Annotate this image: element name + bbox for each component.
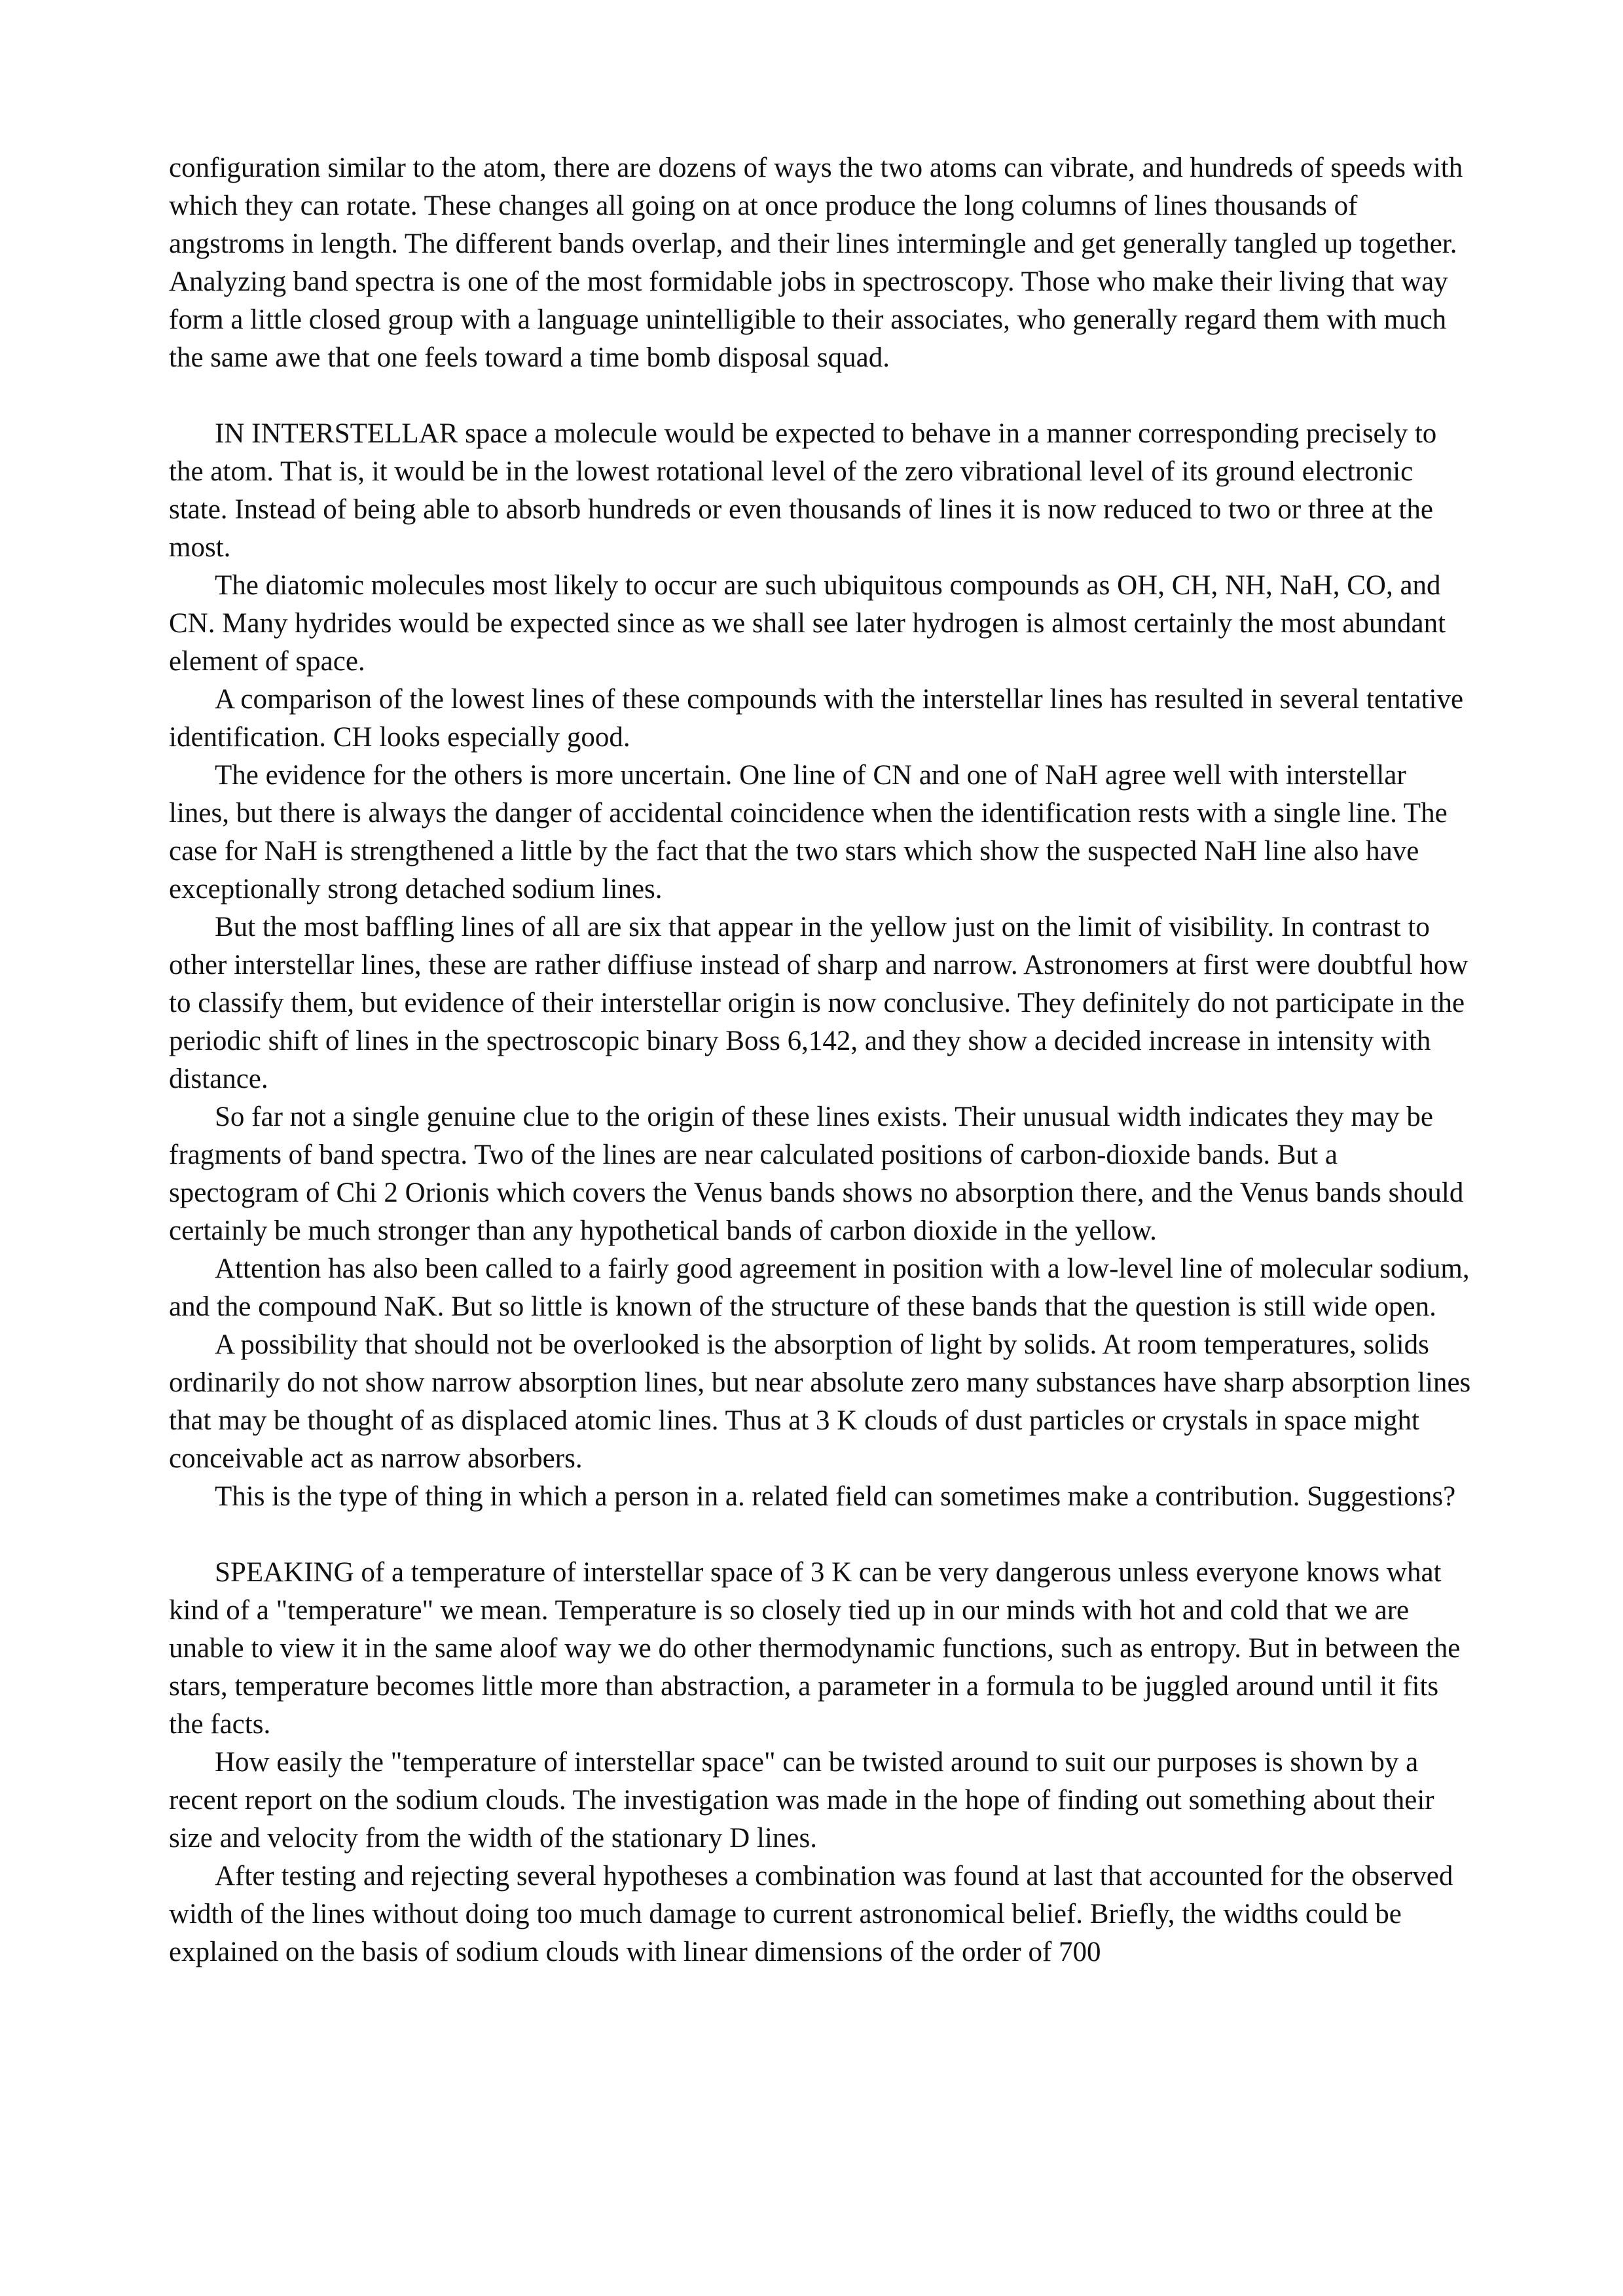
document-body (169, 149, 1472, 1971)
paragraph: A possibility that should not be overlooked is the absorption of light by solids. At room temperatures, solids ordinarily do not show narrow absorption lines, but near absolute zero many substances have sharp absorption lines that may be thought of as displaced atomic lines. Thus at 3 K clouds of dust particles or crystals in space might conceivable act as narrow absorbers. (169, 1329, 1471, 1474)
paragraph: This is the type of thing in which a person in a. related field can sometimes make a contribution. Suggestions? (215, 1481, 1456, 1512)
paragraph: A comparison of the lowest lines of these compounds with the interstellar lines has resulted in several tentative identification. CH looks especially good. (169, 684, 1464, 753)
paragraph: After testing and rejecting several hypotheses a combination was found at last that accounted for the observed width of the lines without doing too much damage to current astronomical belief. Briefly, the widths could be explained on the basis of sodium clouds with linear dimensions of the order of 700 (169, 1861, 1453, 1967)
paragraph: IN INTERSTELLAR space a molecule would be expected to behave in a manner corresponding precisely to the atom. That is, it would be in the lowest rotational level of the zero vibrational level of its ground electronic state. Instead of being able to absorb hundreds or even thousands of lines it is now reduced to two or three at the most. (169, 418, 1437, 563)
paragraph: Attention has also been called to a fairly good agreement in position with a low-level line of molecular sodium, and the compound NaK. But so little is known of the structure of these bands that the question is still wide open. (169, 1253, 1470, 1322)
paragraph: But the most baffling lines of all are six that appear in the yellow just on the limit of visibility. In contrast to other interstellar lines, these are rather diffiuse instead of sharp and narrow. Astronomers at first were doubtful how to classify them, but evidence of their interstellar origin is now conclusive. They definitely do not participate in the periodic shift of lines in the spectroscopic binary Boss 6,142, and they show a decided increase in intensity with distance. (169, 912, 1468, 1094)
paragraph: The evidence for the others is more uncertain. One line of CN and one of NaH agree well with interstellar lines, but there is always the danger of accidental coincidence when the identification rests with a single line. The case for NaH is strengthened a little by the fact that the two stars which show the suspected NaH line also have exceptionally strong detached sodium lines. (169, 760, 1448, 905)
paragraph: configuration similar to the atom, there are dozens of ways the two atoms can vibrate, and hundreds of speeds with which they can rotate. These changes all going on at once produce the long columns of lines thousands of angstroms in length. The different bands overlap, and their lines intermingle and get generally tangled up together. Analyzing band spectra is one of the most formidable jobs in spectroscopy. Those who make their living that way form a little closed group with a language unintelligible to their associates, who generally regard them with much the same awe that one feels toward a time bomb disposal squad. (169, 152, 1463, 373)
paragraph: The diatomic molecules most likely to occur are such ubiquitous compounds as OH, CH, NH, NaH, CO, and CN. Many hydrides would be expected since as we shall see later hydrogen is almost certainly the most abundant element of space. (169, 570, 1446, 677)
paragraph: SPEAKING of a temperature of interstellar space of 3 K can be very dangerous unless everyone knows what kind of a "temperature" we mean. Temperature is so closely tied up in our minds with hot and cold that we are unable to view it in the same aloof way we do other thermodynamic functions, such as entropy. But in between the stars, temperature becomes little more than abstraction, a parameter in a formula to be juggled around until it fits the facts. (169, 1557, 1461, 1740)
paragraph: How easily the "temperature of interstellar space" can be twisted around to suit our purposes is shown by a recent report on the sodium clouds. The investigation was made in the hope of finding out something about their size and velocity from the width of the stationary D lines. (169, 1747, 1434, 1854)
paragraph: So far not a single genuine clue to the origin of these lines exists. Their unusual width indicates they may be fragments of band spectra. Two of the lines are near calculated positions of carbon-dioxide bands. But a spectogram of Chi 2 Orionis which covers the Venus bands shows no absorption there, and the Venus bands should certainly be much stronger than any hypothetical bands of carbon dioxide in the yellow. (169, 1102, 1464, 1246)
